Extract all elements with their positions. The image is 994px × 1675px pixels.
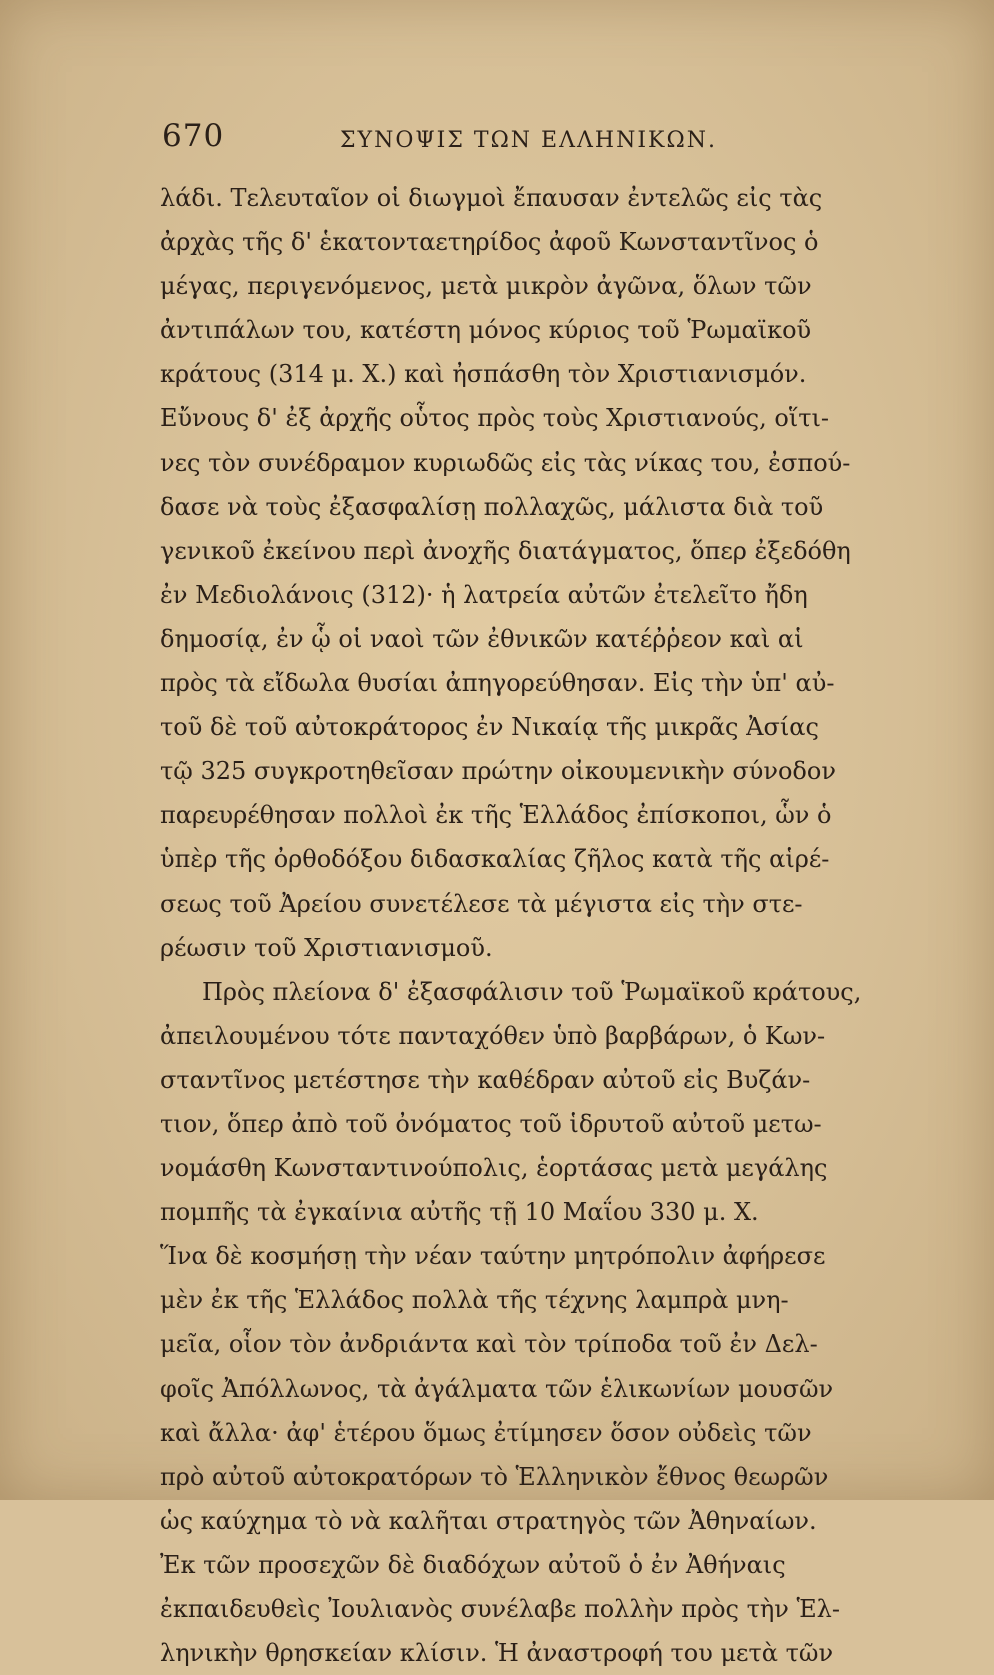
page-number: 670 (162, 118, 225, 154)
text-line: σταντῖνος μετέστησε τὴν καθέδραν αὐτοῦ εἰς Βυζάν- (160, 1065, 811, 1094)
text-line: καὶ ἄλλα· ἀφ' ἑτέρου ὅμως ἐτίμησεν ὅσον οὐδεὶς τῶν (160, 1418, 812, 1447)
body-text (160, 176, 896, 1675)
text-line: δημοσίᾳ, ἐν ᾧ οἱ ναοὶ τῶν ἐθνικῶν κατέῤῥεον καὶ αἱ (160, 624, 804, 653)
text-line: τῷ 325 συγκροτηθεῖσαν πρώτην οἰκουμενικὴν σύνοδον (160, 757, 836, 786)
text-line: μὲν ἐκ τῆς Ἑλλάδος πολλὰ τῆς τέχνης λαμπρὰ μνη- (160, 1286, 789, 1315)
text-line: ληνικὴν θρησκείαν κλίσιν. Ἡ ἀναστροφή του μετὰ τῶν (160, 1639, 834, 1668)
text-line: ἐν Μεδιολάνοις (312)· ἡ λατρεία αὐτῶν ἐτελεῖτο ἤδη (160, 580, 808, 609)
text-line: τιον, ὅπερ ἀπὸ τοῦ ὀνόματος τοῦ ἱδρυτοῦ αὐτοῦ μετω- (160, 1109, 822, 1138)
text-line: ὡς καύχημα τὸ νὰ καλῆται στρατηγὸς τῶν Ἀθηναίων. (160, 1506, 817, 1535)
paragraph-first-line: Πρὸς πλείονα δ' ἐξασφάλισιν τοῦ Ῥωμαϊκοῦ κράτους, (202, 977, 862, 1006)
text-line: λάδι. Τελευταῖον οἱ διωγμοὶ ἔπαυσαν ἐντελῶς εἰς τὰς (160, 184, 823, 212)
text-line: μεῖα, οἷον τὸν ἀνδριάντα καὶ τὸν τρίποδα τοῦ ἐν Δελ- (160, 1330, 818, 1359)
text-line: Ἵνα δὲ κοσμήσῃ τὴν νέαν ταύτην μητρόπολιν ἀφήρεσε (160, 1242, 826, 1271)
text-line: πρὸ αὐτοῦ αὐτοκρατόρων τὸ Ἑλληνικὸν ἔθνος θεωρῶν (160, 1462, 829, 1491)
text-line: σεως τοῦ Ἀρείου συνετέλεσε τὰ μέγιστα εἰς τὴν στε- (160, 889, 803, 918)
text-line: νομάσθη Κωνσταντινούπολις, ἑορτάσας μετὰ μεγάλης (160, 1154, 828, 1183)
text-line: δασε νὰ τοὺς ἐξασφαλίσῃ πολλαχῶς, μάλιστα διὰ τοῦ (160, 492, 824, 521)
text-line: τοῦ δὲ τοῦ αὐτοκράτορος ἐν Νικαίᾳ τῆς μικρᾶς Ἀσίας (160, 713, 819, 742)
text-line: ἀρχὰς τῆς δ' ἑκατονταετηρίδος ἀφοῦ Κωνσταντῖνος ὁ (160, 228, 819, 257)
text-line: ρέωσιν τοῦ Χριστιανισμοῦ. (160, 933, 493, 962)
text-line: κράτους (314 μ. Χ.) καὶ ἠσπάσθη τὸν Χριστιανισμόν. (160, 360, 807, 389)
text-line: φοῖς Ἀπόλλωνος, τὰ ἀγάλματα τῶν ἑλικωνίων μουσῶν (160, 1374, 834, 1403)
text-line: ἀντιπάλων του, κατέστη μόνος κύριος τοῦ Ῥωμαϊκοῦ (160, 316, 812, 345)
text-line: Ἐκ τῶν προσεχῶν δὲ διαδόχων αὐτοῦ ὁ ἐν Ἀθήναις (160, 1550, 786, 1579)
text-line: ὑπὲρ τῆς ὀρθοδόξου διδασκαλίας ζῆλος κατὰ τῆς αἱρέ- (160, 845, 830, 874)
text-line: ἀπειλουμένου τότε πανταχόθεν ὑπὸ βαρβάρων, ὁ Κων- (160, 1021, 826, 1050)
text-line: Εὔνους δ' ἐξ ἀρχῆς οὗτος πρὸς τοὺς Χριστιανούς, οἵτι- (160, 404, 830, 433)
text-line: νες τὸν συνέδραμον κυριωδῶς εἰς τὰς νίκας του, ἐσπού- (160, 448, 851, 477)
running-header (162, 118, 892, 168)
running-title: ΣΥΝΟΨΙΣ ΤΩΝ ΕΛΛΗΝΙΚΩΝ. (340, 128, 717, 153)
text-line: ἐκπαιδευθεὶς Ἰουλιανὸς συνέλαβε πολλὴν πρὸς τὴν Ἑλ- (160, 1595, 840, 1623)
text-line: παρευρέθησαν πολλοὶ ἐκ τῆς Ἑλλάδος ἐπίσκοποι, ὧν ὁ (160, 801, 832, 830)
text-line: πομπῆς τὰ ἐγκαίνια αὐτῆς τῇ 10 Μαΐου 330 μ. Χ. (160, 1198, 759, 1227)
text-line: γενικοῦ ἐκείνου περὶ ἀνοχῆς διατάγματος, ὅπερ ἐξεδόθη (160, 536, 851, 565)
text-line: μέγας, περιγενόμενος, μετὰ μικρὸν ἀγῶνα, ὅλων τῶν (160, 272, 812, 301)
text-line: πρὸς τὰ εἴδωλα θυσίαι ἀπηγορεύθησαν. Εἰς τὴν ὑπ' αὐ- (160, 669, 835, 698)
